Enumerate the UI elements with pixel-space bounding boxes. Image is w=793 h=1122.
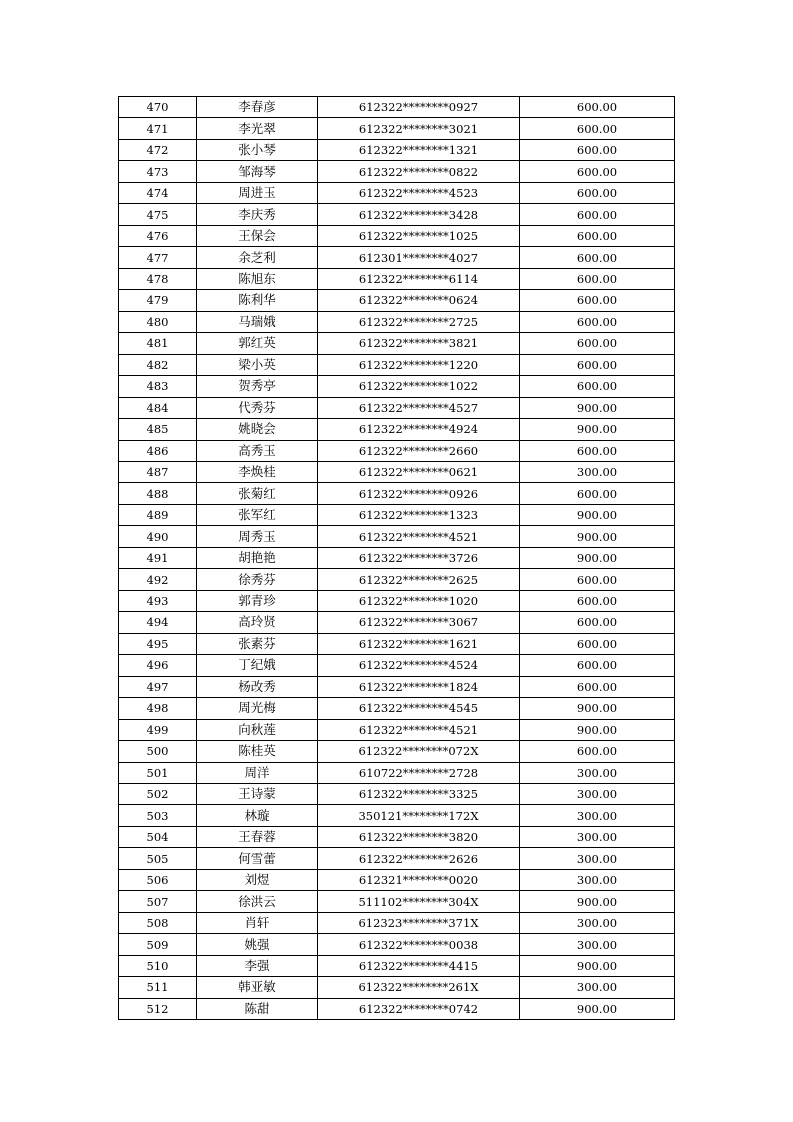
row-number-cell: 506 [119, 869, 197, 890]
amount-cell: 600.00 [520, 676, 675, 697]
amount-cell: 600.00 [520, 612, 675, 633]
row-number-cell: 477 [119, 247, 197, 268]
row-number-cell: 494 [119, 612, 197, 633]
table-row [119, 97, 675, 118]
id-number-cell: 612322********1022 [318, 376, 520, 397]
amount-cell: 900.00 [520, 891, 675, 912]
amount-cell: 600.00 [520, 376, 675, 397]
amount-cell: 600.00 [520, 290, 675, 311]
amount-cell: 300.00 [520, 762, 675, 783]
amount-cell: 600.00 [520, 483, 675, 504]
table-row [119, 504, 675, 525]
name-cell: 姚晓会 [197, 419, 318, 440]
table-row [119, 118, 675, 139]
row-number-cell: 490 [119, 526, 197, 547]
row-number-cell: 483 [119, 376, 197, 397]
table-row [119, 333, 675, 354]
amount-cell: 600.00 [520, 97, 675, 118]
table-row [119, 998, 675, 1019]
table-row [119, 633, 675, 654]
row-number-cell: 495 [119, 633, 197, 654]
name-cell: 陈甜 [197, 998, 318, 1019]
id-number-cell: 612322********1621 [318, 633, 520, 654]
id-number-cell: 612322********0926 [318, 483, 520, 504]
id-number-cell: 612322********4521 [318, 526, 520, 547]
row-number-cell: 470 [119, 97, 197, 118]
amount-cell: 600.00 [520, 139, 675, 160]
name-cell: 代秀芬 [197, 397, 318, 418]
table-row [119, 655, 675, 676]
name-cell: 马瑞娥 [197, 311, 318, 332]
row-number-cell: 507 [119, 891, 197, 912]
name-cell: 周洋 [197, 762, 318, 783]
row-number-cell: 476 [119, 225, 197, 246]
name-cell: 余芝利 [197, 247, 318, 268]
amount-cell: 600.00 [520, 590, 675, 611]
table-row [119, 912, 675, 933]
id-number-cell: 612322********1025 [318, 225, 520, 246]
table-row [119, 247, 675, 268]
name-cell: 徐秀芬 [197, 569, 318, 590]
name-cell: 梁小英 [197, 354, 318, 375]
row-number-cell: 473 [119, 161, 197, 182]
amount-cell: 600.00 [520, 741, 675, 762]
row-number-cell: 500 [119, 741, 197, 762]
row-number-cell: 503 [119, 805, 197, 826]
id-number-cell: 612322********2626 [318, 848, 520, 869]
table-row [119, 719, 675, 740]
table-row [119, 612, 675, 633]
row-number-cell: 493 [119, 590, 197, 611]
row-number-cell: 508 [119, 912, 197, 933]
row-number-cell: 502 [119, 784, 197, 805]
name-cell: 陈旭东 [197, 268, 318, 289]
table-row [119, 526, 675, 547]
id-number-cell: 612322********3021 [318, 118, 520, 139]
id-number-cell: 610722********2728 [318, 762, 520, 783]
table-row [119, 354, 675, 375]
id-number-cell: 612322********0927 [318, 97, 520, 118]
amount-cell: 900.00 [520, 719, 675, 740]
table-body [119, 97, 675, 1020]
id-number-cell: 612322********3726 [318, 547, 520, 568]
table-row [119, 869, 675, 890]
table-row [119, 182, 675, 203]
row-number-cell: 474 [119, 182, 197, 203]
name-cell: 郭红英 [197, 333, 318, 354]
amount-cell: 900.00 [520, 526, 675, 547]
table-row [119, 805, 675, 826]
amount-cell: 900.00 [520, 698, 675, 719]
row-number-cell: 498 [119, 698, 197, 719]
row-number-cell: 484 [119, 397, 197, 418]
id-number-cell: 612322********2725 [318, 311, 520, 332]
id-number-cell: 612322********261X [318, 977, 520, 998]
table-row [119, 741, 675, 762]
id-number-cell: 612322********4924 [318, 419, 520, 440]
id-number-cell: 612321********0020 [318, 869, 520, 890]
table-row [119, 848, 675, 869]
row-number-cell: 479 [119, 290, 197, 311]
table-row [119, 569, 675, 590]
row-number-cell: 499 [119, 719, 197, 740]
name-cell: 张素芬 [197, 633, 318, 654]
amount-cell: 300.00 [520, 848, 675, 869]
name-cell: 丁纪娥 [197, 655, 318, 676]
name-cell: 高玲贤 [197, 612, 318, 633]
amount-cell: 300.00 [520, 977, 675, 998]
row-number-cell: 489 [119, 504, 197, 525]
id-number-cell: 612322********3821 [318, 333, 520, 354]
amount-cell: 600.00 [520, 161, 675, 182]
name-cell: 王诗蒙 [197, 784, 318, 805]
row-number-cell: 491 [119, 547, 197, 568]
name-cell: 张菊红 [197, 483, 318, 504]
table-row [119, 762, 675, 783]
amount-cell: 600.00 [520, 225, 675, 246]
name-cell: 姚强 [197, 934, 318, 955]
row-number-cell: 486 [119, 440, 197, 461]
table-row [119, 268, 675, 289]
id-number-cell: 612301********4027 [318, 247, 520, 268]
name-cell: 杨改秀 [197, 676, 318, 697]
amount-cell: 600.00 [520, 354, 675, 375]
name-cell: 郭青珍 [197, 590, 318, 611]
table-row [119, 139, 675, 160]
row-number-cell: 478 [119, 268, 197, 289]
row-number-cell: 481 [119, 333, 197, 354]
name-cell: 李强 [197, 955, 318, 976]
id-number-cell: 612322********6114 [318, 268, 520, 289]
id-number-cell: 612322********3067 [318, 612, 520, 633]
name-cell: 刘煜 [197, 869, 318, 890]
table-row [119, 955, 675, 976]
row-number-cell: 501 [119, 762, 197, 783]
id-number-cell: 612322********1824 [318, 676, 520, 697]
name-cell: 韩亚敏 [197, 977, 318, 998]
name-cell: 李光翠 [197, 118, 318, 139]
row-number-cell: 509 [119, 934, 197, 955]
amount-cell: 900.00 [520, 419, 675, 440]
table-row [119, 547, 675, 568]
amount-cell: 900.00 [520, 397, 675, 418]
row-number-cell: 475 [119, 204, 197, 225]
id-number-cell: 511102********304X [318, 891, 520, 912]
row-number-cell: 488 [119, 483, 197, 504]
amount-cell: 600.00 [520, 333, 675, 354]
row-number-cell: 471 [119, 118, 197, 139]
row-number-cell: 485 [119, 419, 197, 440]
row-number-cell: 480 [119, 311, 197, 332]
amount-cell: 900.00 [520, 955, 675, 976]
name-cell: 周秀玉 [197, 526, 318, 547]
name-cell: 贺秀亭 [197, 376, 318, 397]
id-number-cell: 612322********1020 [318, 590, 520, 611]
row-number-cell: 492 [119, 569, 197, 590]
id-number-cell: 612322********3325 [318, 784, 520, 805]
table-row [119, 934, 675, 955]
row-number-cell: 472 [119, 139, 197, 160]
id-number-cell: 612322********4527 [318, 397, 520, 418]
name-cell: 周进玉 [197, 182, 318, 203]
id-number-cell: 612322********4523 [318, 182, 520, 203]
name-cell: 何雪蕾 [197, 848, 318, 869]
amount-cell: 900.00 [520, 998, 675, 1019]
id-number-cell: 350121********172X [318, 805, 520, 826]
table-row [119, 590, 675, 611]
table-row [119, 483, 675, 504]
id-number-cell: 612322********0038 [318, 934, 520, 955]
amount-cell: 300.00 [520, 912, 675, 933]
row-number-cell: 504 [119, 826, 197, 847]
name-cell: 陈利华 [197, 290, 318, 311]
row-number-cell: 496 [119, 655, 197, 676]
id-number-cell: 612322********0822 [318, 161, 520, 182]
table-row [119, 161, 675, 182]
amount-cell: 300.00 [520, 934, 675, 955]
name-cell: 周光梅 [197, 698, 318, 719]
amount-cell: 600.00 [520, 118, 675, 139]
name-cell: 胡艳艳 [197, 547, 318, 568]
amount-cell: 600.00 [520, 633, 675, 654]
table-row [119, 376, 675, 397]
name-cell: 王春蓉 [197, 826, 318, 847]
table-row [119, 826, 675, 847]
amount-cell: 600.00 [520, 569, 675, 590]
id-number-cell: 612322********4524 [318, 655, 520, 676]
id-number-cell: 612322********2625 [318, 569, 520, 590]
table-row [119, 204, 675, 225]
amount-cell: 900.00 [520, 547, 675, 568]
amount-cell: 600.00 [520, 268, 675, 289]
amount-cell: 600.00 [520, 204, 675, 225]
row-number-cell: 487 [119, 461, 197, 482]
name-cell: 张小琴 [197, 139, 318, 160]
name-cell: 邹海琴 [197, 161, 318, 182]
id-number-cell: 612323********371X [318, 912, 520, 933]
id-number-cell: 612322********072X [318, 741, 520, 762]
id-number-cell: 612322********4415 [318, 955, 520, 976]
id-number-cell: 612322********0624 [318, 290, 520, 311]
id-number-cell: 612322********4521 [318, 719, 520, 740]
name-cell: 肖轩 [197, 912, 318, 933]
name-cell: 徐洪云 [197, 891, 318, 912]
id-number-cell: 612322********2660 [318, 440, 520, 461]
subsidy-table [118, 96, 675, 1020]
name-cell: 向秋莲 [197, 719, 318, 740]
row-number-cell: 505 [119, 848, 197, 869]
amount-cell: 600.00 [520, 311, 675, 332]
id-number-cell: 612322********1220 [318, 354, 520, 375]
table-row [119, 419, 675, 440]
amount-cell: 600.00 [520, 247, 675, 268]
amount-cell: 300.00 [520, 826, 675, 847]
name-cell: 陈桂英 [197, 741, 318, 762]
row-number-cell: 511 [119, 977, 197, 998]
amount-cell: 300.00 [520, 461, 675, 482]
id-number-cell: 612322********3428 [318, 204, 520, 225]
id-number-cell: 612322********1323 [318, 504, 520, 525]
amount-cell: 600.00 [520, 440, 675, 461]
id-number-cell: 612322********4545 [318, 698, 520, 719]
name-cell: 李焕桂 [197, 461, 318, 482]
table-row [119, 676, 675, 697]
table-row [119, 891, 675, 912]
name-cell: 李庆秀 [197, 204, 318, 225]
table-row [119, 225, 675, 246]
name-cell: 李春彦 [197, 97, 318, 118]
name-cell: 林璇 [197, 805, 318, 826]
row-number-cell: 497 [119, 676, 197, 697]
amount-cell: 300.00 [520, 784, 675, 805]
row-number-cell: 482 [119, 354, 197, 375]
table-row [119, 311, 675, 332]
amount-cell: 300.00 [520, 805, 675, 826]
row-number-cell: 512 [119, 998, 197, 1019]
row-number-cell: 510 [119, 955, 197, 976]
id-number-cell: 612322********1321 [318, 139, 520, 160]
table-row [119, 290, 675, 311]
amount-cell: 600.00 [520, 655, 675, 676]
id-number-cell: 612322********0621 [318, 461, 520, 482]
table-row [119, 461, 675, 482]
amount-cell: 900.00 [520, 504, 675, 525]
table-row [119, 397, 675, 418]
name-cell: 高秀玉 [197, 440, 318, 461]
table-row [119, 440, 675, 461]
table-row [119, 784, 675, 805]
name-cell: 王保会 [197, 225, 318, 246]
amount-cell: 300.00 [520, 869, 675, 890]
table-row [119, 977, 675, 998]
id-number-cell: 612322********3820 [318, 826, 520, 847]
table-row [119, 698, 675, 719]
amount-cell: 600.00 [520, 182, 675, 203]
name-cell: 张军红 [197, 504, 318, 525]
id-number-cell: 612322********0742 [318, 998, 520, 1019]
